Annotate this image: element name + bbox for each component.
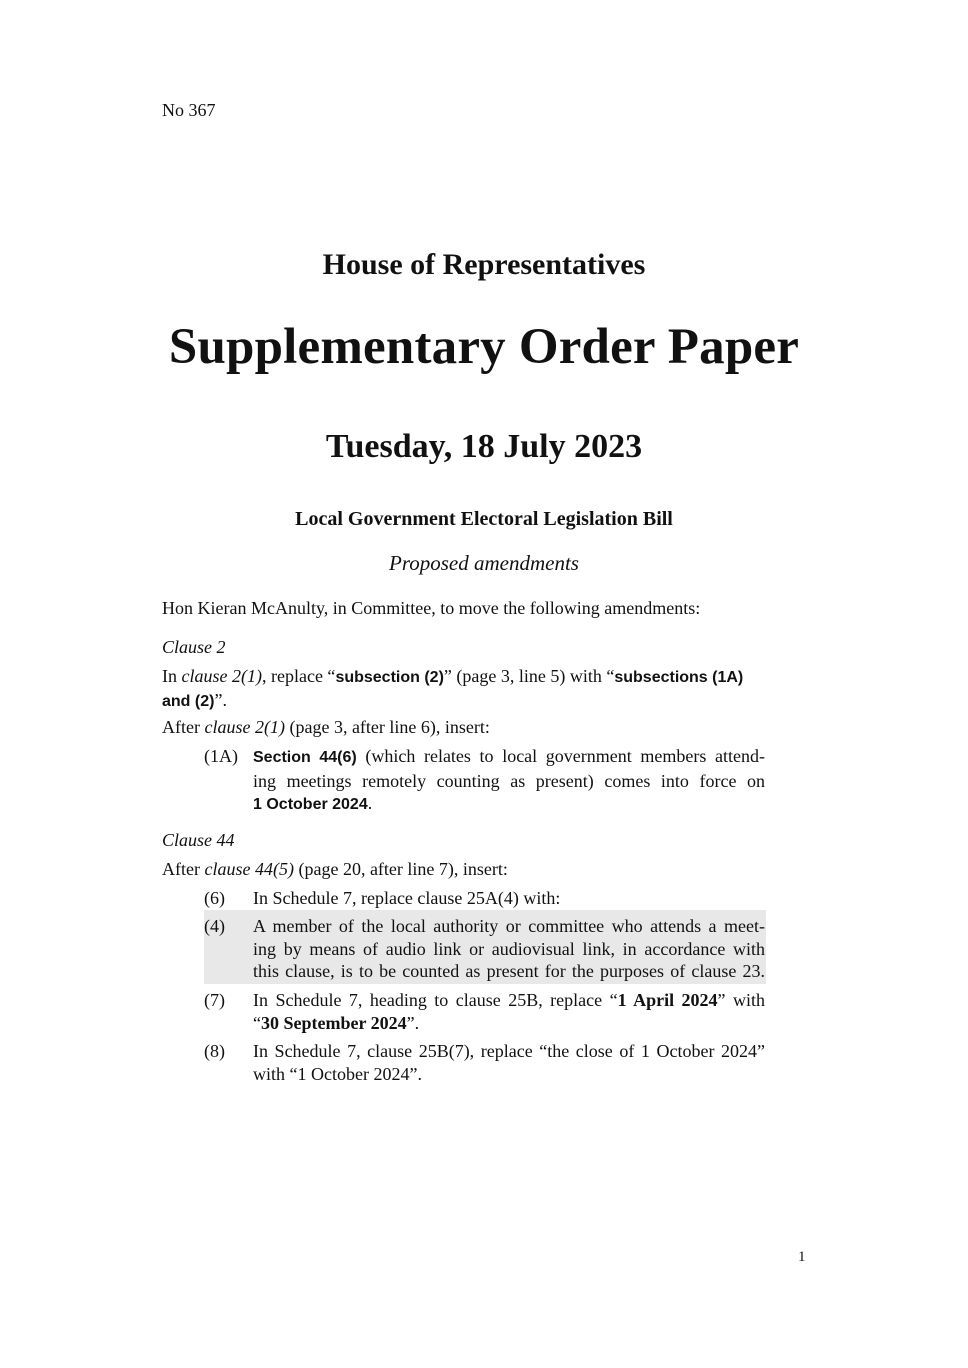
text-run: (which relates to local government members attend- [356,746,765,766]
text-line: In Schedule 7, clause 25B(7), replace “the close of 1 October 2024” [253,1041,765,1061]
bold-reference: 1 October 2024 [253,796,368,813]
text-run: ” with [717,990,765,1010]
document-number: No 367 [162,100,216,120]
text-run: . [367,793,373,813]
subclause-7 [162,989,766,1035]
bold-date: 1 April 2024 [617,990,718,1010]
subclause-number: (1A) [204,746,238,766]
clause-44-heading: Clause 44 [162,830,235,850]
text-run: After [162,717,205,737]
subclause-text [253,915,765,983]
mover-line: Hon Kieran McAnulty, in Committee, to move the following amendments: [162,598,701,618]
bold-date: 30 September 2024 [261,1012,407,1033]
text-run: After [162,859,205,879]
text-run: , replace “ [261,666,336,686]
paper-date: Tuesday, 18 July 2023 [325,428,643,465]
subclause-number: (6) [204,888,225,908]
text-line: with “1 October 2024”. [253,1063,422,1084]
text-run: “ [253,1012,261,1033]
text-run: (page 3, after line 6), insert: [284,717,490,737]
proposed-amendments-subtitle: Proposed amendments [389,551,579,575]
subclause-4-inserted [162,915,766,985]
text-run: ” (page 3, line 5) with “ [443,666,615,686]
text-line [253,745,765,770]
bill-title: Local Government Electoral Legislation Bill [295,508,673,530]
page-number: 1 [798,1249,806,1265]
clause-2-amendment-2 [162,716,808,738]
clause-2-amendment-1 [162,665,808,713]
subclause-text: In Schedule 7, replace clause 25A(4) with: [253,888,561,908]
subclause-8 [162,1040,766,1086]
subclause-1A [162,745,766,815]
clause-2-heading: Clause 2 [162,637,226,657]
text-run: (page 20, after line 7), insert: [293,859,508,879]
bold-reference: Section 44(6) [253,749,357,766]
text-run: In [162,666,182,686]
text-line [253,1012,765,1035]
subclause-text [253,745,765,817]
text-run: ”. [214,690,227,710]
clause-44-amendment [162,858,808,880]
bold-reference: subsection (2) [335,669,444,686]
text-line: A member of the local authority or committee who attends a meet- [253,916,765,936]
subclause-number: (4) [204,916,225,936]
clause-reference: clause 2(1) [181,666,262,686]
text-line [253,792,765,817]
clause-reference: clause 44(5) [204,859,294,879]
text-run: ”. [406,1012,420,1033]
subclause-text [253,989,765,1034]
text-line: ing meetings remotely counting as present) comes into force on [253,770,765,791]
house-title: House of Representatives [322,248,646,281]
subclause-6 [162,887,766,909]
bold-reference: and (2) [162,693,215,710]
text-run: In Schedule 7, heading to clause 25B, replace “ [253,990,618,1010]
text-line: this clause, is to be counted as present for the purposes of clause 23. [253,961,765,981]
subclause-number: (8) [204,1041,225,1061]
subclause-number: (7) [204,990,225,1010]
text-line: ing by means of audio link or audiovisual link, in accordance with [253,938,765,959]
subclause-text [253,1040,765,1085]
clause-reference: clause 2(1) [204,717,285,737]
paper-title: Supplementary Order Paper [168,319,800,375]
bold-reference: subsections (1A) [614,669,744,686]
text-line [253,989,765,1012]
